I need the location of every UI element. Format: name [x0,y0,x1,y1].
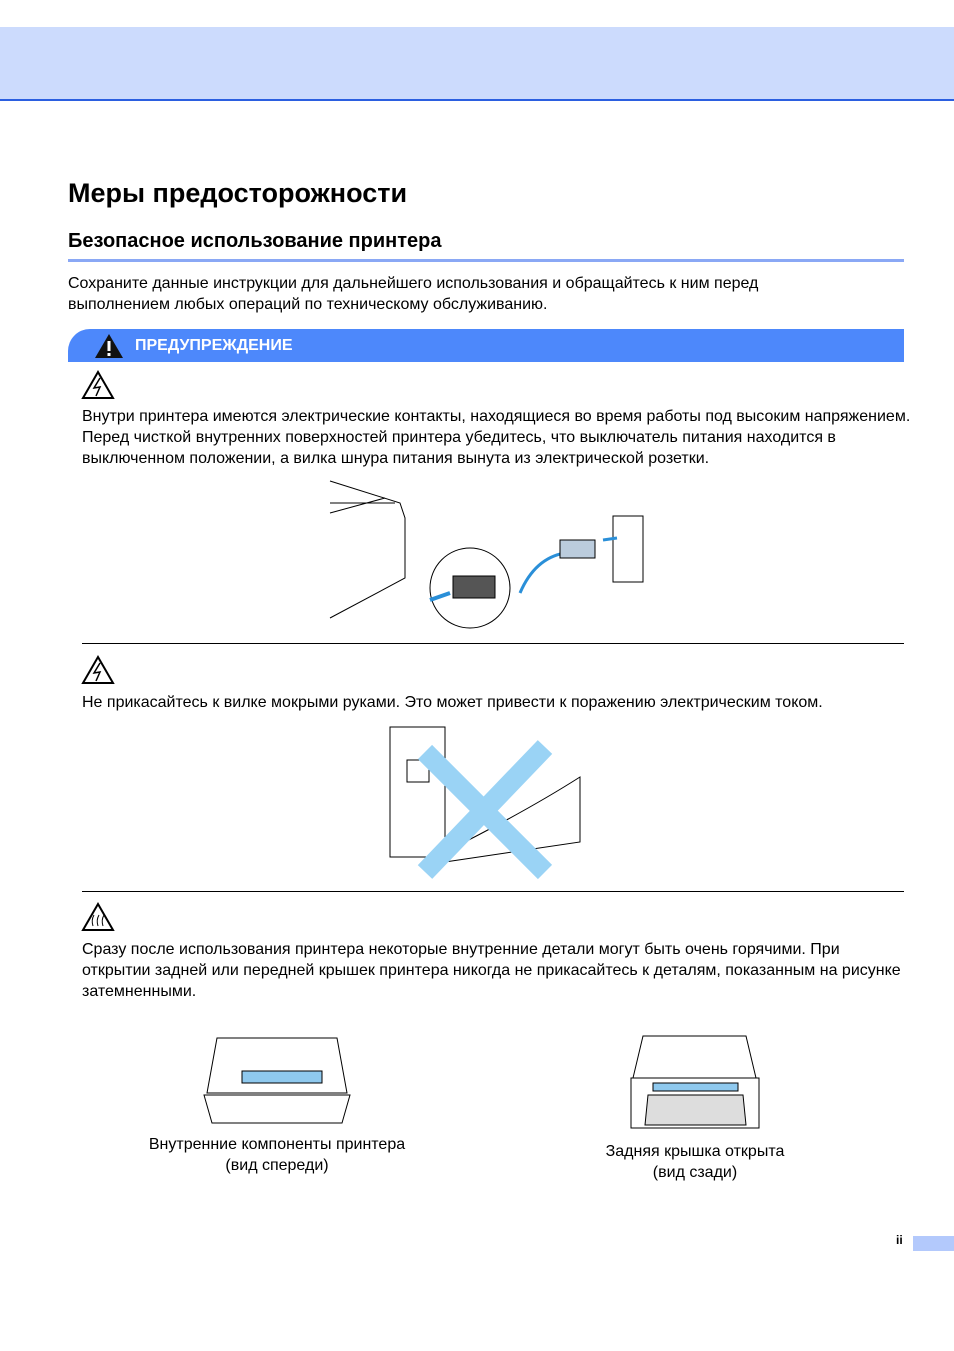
warning-icon [94,333,124,359]
caption-rear [545,1141,845,1183]
caption-line: (вид спереди) [225,1157,329,1174]
power-switch-illustration [325,478,655,633]
printer-rear-illustration [628,1033,763,1133]
warning-text-3: Сразу после использования принтера некоторые внутренние детали могут быть очень горячими. При открытии задней или передней крышек принтера никогда не прикасайтесь к деталям, показанным на рисунке затемненными. [82,941,901,1000]
hot-surface-icon [81,902,115,932]
electric-shock-icon [81,370,115,400]
caption-front [127,1134,427,1176]
caption-line: Задняя крышка открыта [605,1143,785,1160]
divider [82,643,904,644]
page-title: Меры предосторожности [68,178,408,208]
caption-line: (вид сзади) [652,1164,738,1181]
intro-text: Сохраните данные инструкции для дальнейшего использования и обращайтесь к ним перед выполнением любых операций по техническому обслуживанию. [68,275,759,313]
divider [82,891,904,892]
warning-text-2: Не прикасайтесь к вилке мокрыми руками. Это может привести к поражению электрическим током. [82,694,823,711]
electric-shock-icon [81,655,115,685]
warning-label: ПРЕДУПРЕЖДЕНИЕ [135,337,293,354]
page-number: ii [896,1233,903,1247]
warning-text-1: Внутри принтера имеются электрические контакты, находящиеся во время работы под высоким напряжением. Перед чисткой внутренних поверхностей принтера убедитесь, что выключатель питания находится в выключенном положении, а вилка шнура питания вынута из электрической розетки. [82,408,911,467]
wet-hands-illustration [385,722,585,882]
caption-line: Внутренние компоненты принтера [148,1136,406,1153]
page-number-tab [913,1236,954,1251]
section-title: Безопасное использование принтера [68,230,904,262]
warning-banner [68,329,904,362]
header-band [0,27,954,101]
printer-front-illustration [202,1033,352,1128]
